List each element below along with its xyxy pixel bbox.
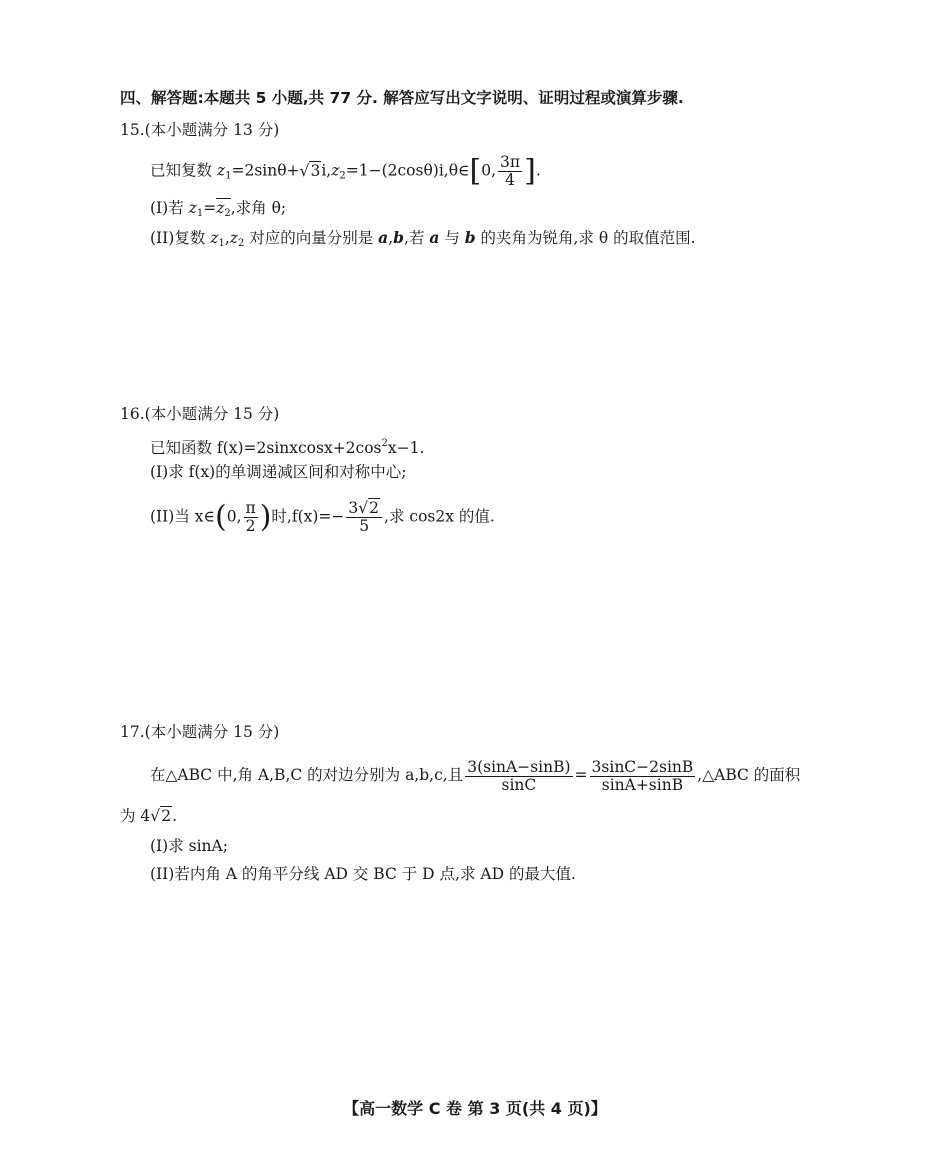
q16-header: 16.(本小题满分 15 分) xyxy=(120,405,280,423)
q15-stem-prefix: 已知复数 xyxy=(150,161,217,180)
q15-part1: (I)若 $z_1=z_2$,求角 θ; xyxy=(150,199,287,219)
q15-z2: z xyxy=(331,161,340,180)
q16-part2: (II)当 x∈(0, $\frac{\pi}{2}$ )时,f(x)=− $\frac{3√2}{5}$ ,求 cos2x 的值. xyxy=(150,499,495,535)
q15-header: 15.(本小题满分 13 分) xyxy=(120,121,280,139)
q16-fraction-pi: $\frac{\pi}{2}$ xyxy=(245,499,256,535)
q16-stem: 已知函数 $f(x)=2sinxcosx+2\cos^2x-1$. xyxy=(150,438,425,457)
q17-fraction-right: $\frac{3\sin C-2\sin B}{\sin A+\sin B}$ xyxy=(591,757,694,794)
q15-z2-conjugate: $z_2$ xyxy=(216,199,231,219)
q15-end: . xyxy=(535,161,541,180)
q15-part2: (II)复数 $z_1,z_2$ 对应的向量分别是 a,b,若 a 与 b 的夹角为锐角,求 θ 的取值范围. xyxy=(150,228,696,249)
q17-part2: (II)若内角 A 的角平分线 AD 交 BC 于 D 点,求 AD 的最大值. xyxy=(150,865,576,883)
q15-z1: z xyxy=(216,161,226,180)
q17-stem-line2: 为 4√2. xyxy=(120,807,177,825)
section-heading: 四、解答题:本题共 5 小题,共 77 分. 解答应写出文字说明、证明过程或演算步骤. xyxy=(120,89,684,107)
q15-fraction: $\frac{3\pi}{4}$ xyxy=(500,153,521,189)
q15-interval-left: 0, xyxy=(481,161,497,180)
q16-fraction-value: $\frac{3√2}{5}$ xyxy=(346,500,382,535)
q15-sqrt3: √3 xyxy=(299,161,321,180)
q16-part1: (I)求 f(x)的单调递减区间和对称中心; xyxy=(150,463,407,481)
q15-eq2: =1−(2cosθ)i,θ∈ xyxy=(345,161,470,180)
q17-stem: 在△ABC 中,角 A,B,C 的对边分别为 a,b,c,且 $\frac{3(\sin A-\sin B)}{\sin C}$ = $\frac{3\sin C-2\sin B}{\sin A+\sin B}$ ,△ABC 的面积 xyxy=(150,757,801,794)
q17-fraction-left: $\frac{3(\sin A-\sin B)}{\sin C}$ xyxy=(467,757,571,794)
q15-i-sep: i, xyxy=(321,161,332,180)
q15-stem: 已知复数 $z_1=2\sin\theta+√3i,z_2=1-(2\cos\theta)i,\theta\in[0$, $\frac{3\pi}{4}$ ]. xyxy=(150,153,541,189)
q15-eq1: =2sinθ+ xyxy=(231,161,300,180)
q17-part1: (I)求 sinA; xyxy=(150,837,228,855)
page-footer: 【高一数学 C 卷 第 3 页(共 4 页)】 xyxy=(343,1099,607,1118)
q17-header: 17.(本小题满分 15 分) xyxy=(120,723,280,741)
